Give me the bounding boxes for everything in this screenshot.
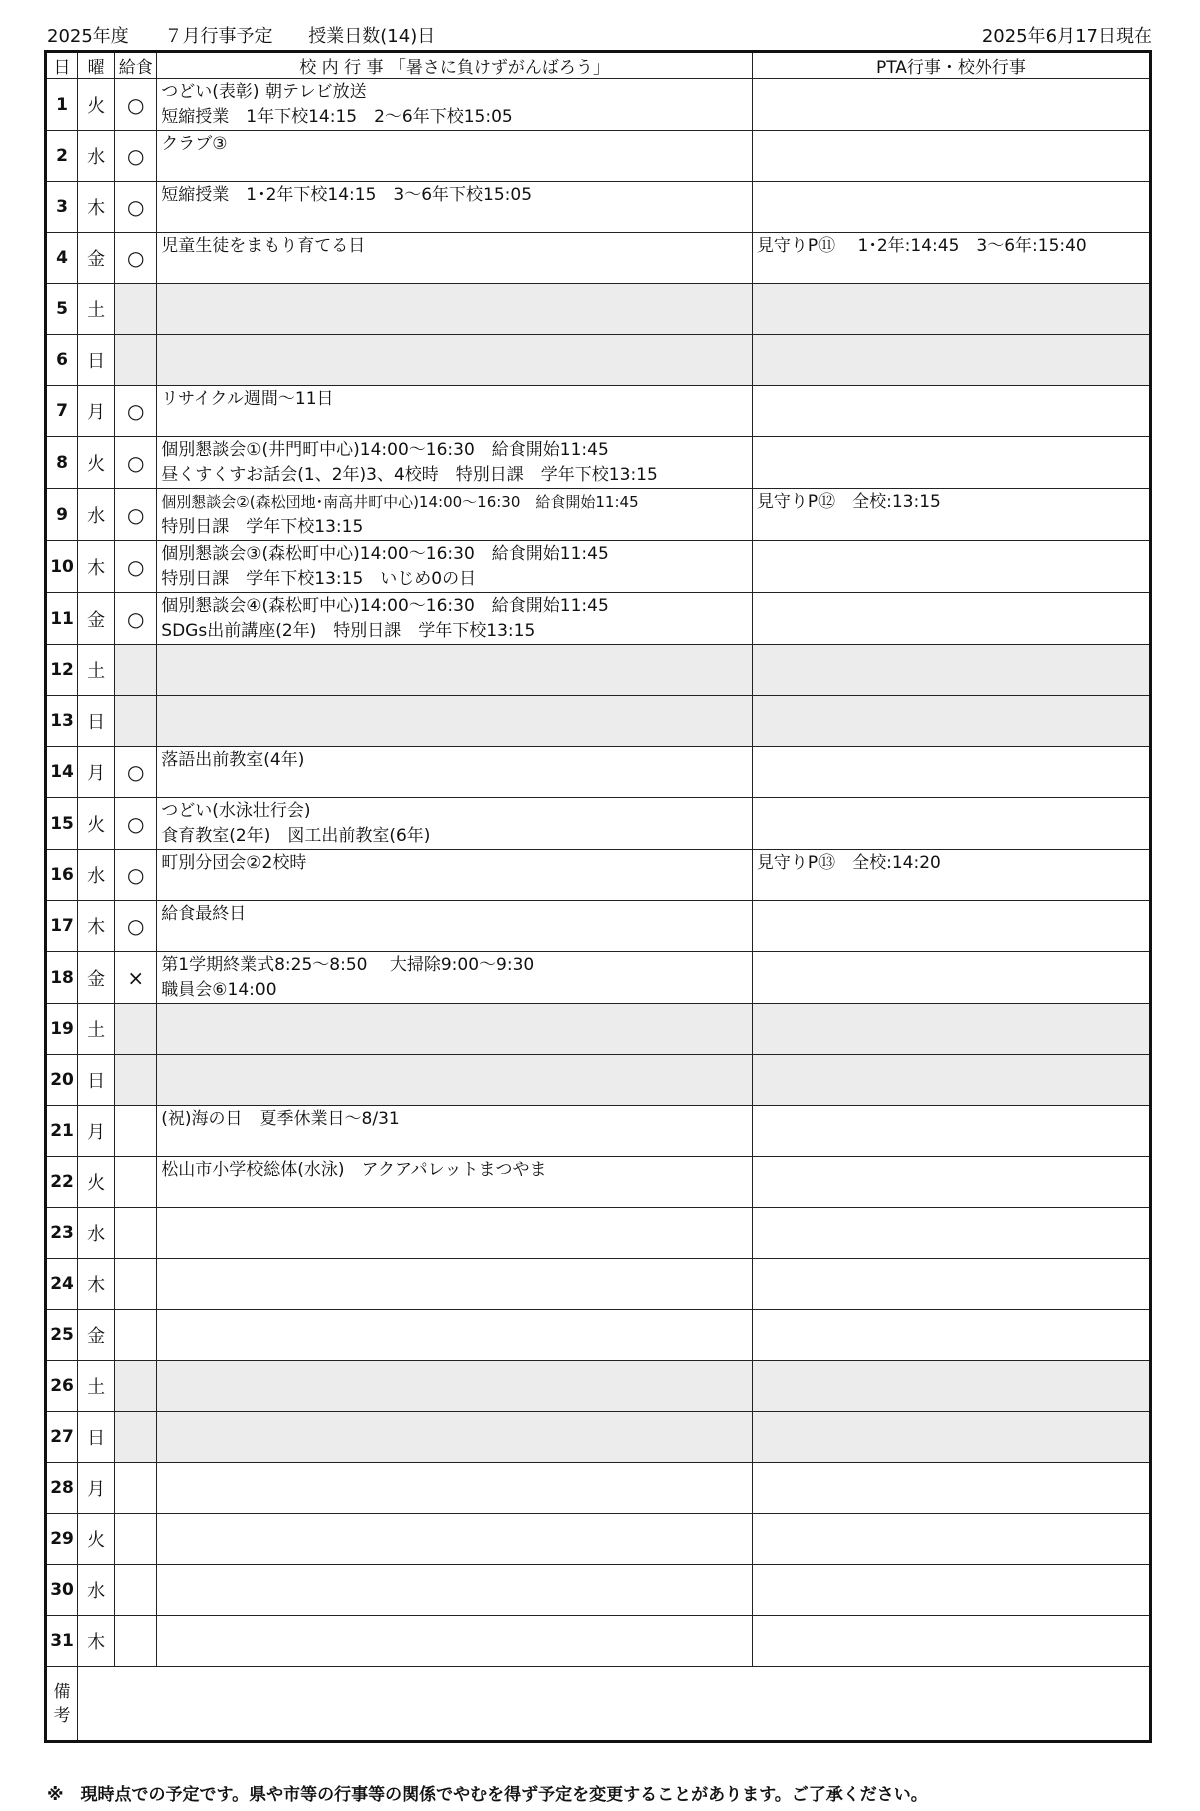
event-line-1: 個別懇談会④(森松町中心)14:00～16:30 給食開始11:45 bbox=[161, 596, 609, 616]
school-events bbox=[157, 1463, 753, 1514]
day-number: 18 bbox=[46, 952, 78, 1004]
day-number: 14 bbox=[46, 747, 78, 798]
school-events bbox=[157, 131, 753, 182]
day-number: 7 bbox=[46, 386, 78, 437]
day-number: 10 bbox=[46, 541, 78, 593]
event-line-1: 個別懇談会①(井門町中心)14:00～16:30 給食開始11:45 bbox=[161, 440, 609, 460]
day-number: 24 bbox=[46, 1259, 78, 1310]
table-row bbox=[46, 284, 1151, 335]
day-number: 13 bbox=[46, 696, 78, 747]
school-events bbox=[157, 952, 753, 1004]
pta-events bbox=[752, 1004, 1150, 1055]
day-of-week: 木 bbox=[78, 901, 115, 952]
day-of-week: 日 bbox=[78, 696, 115, 747]
day-of-week: 土 bbox=[78, 1004, 115, 1055]
event-line-2: 職員会⑥14:00 bbox=[161, 980, 277, 1000]
event-line-1: 給食最終日 bbox=[161, 904, 247, 924]
day-of-week: 水 bbox=[78, 131, 115, 182]
school-lunch-mark bbox=[115, 645, 157, 696]
school-events bbox=[157, 1616, 753, 1667]
table-row bbox=[46, 1616, 1151, 1667]
day-of-week: 日 bbox=[78, 1412, 115, 1463]
remarks-label-2: 考 bbox=[53, 1705, 71, 1726]
schedule-header bbox=[47, 22, 465, 48]
school-lunch-mark bbox=[115, 1259, 157, 1310]
table-row bbox=[46, 79, 1151, 131]
table-row bbox=[46, 437, 1151, 489]
event-line-1: 落語出前教室(4年) bbox=[161, 750, 305, 770]
pta-events bbox=[752, 284, 1150, 335]
event-line-1: 個別懇談会③(森松町中心)14:00～16:30 給食開始11:45 bbox=[161, 544, 609, 564]
school-lunch-mark: ○ bbox=[115, 593, 157, 645]
school-lunch-mark: ○ bbox=[115, 747, 157, 798]
col-header-dow: 曜 bbox=[78, 52, 115, 79]
pta-events bbox=[752, 1106, 1150, 1157]
day-number: 21 bbox=[46, 1106, 78, 1157]
school-events bbox=[157, 798, 753, 850]
pta-events bbox=[752, 1361, 1150, 1412]
pta-events bbox=[752, 541, 1150, 593]
school-events bbox=[157, 1361, 753, 1412]
school-lunch-mark: ○ bbox=[115, 901, 157, 952]
school-lunch-mark: ○ bbox=[115, 233, 157, 284]
school-events bbox=[157, 747, 753, 798]
table-row bbox=[46, 901, 1151, 952]
school-lunch-mark: ○ bbox=[115, 541, 157, 593]
day-of-week: 月 bbox=[78, 386, 115, 437]
day-of-week: 火 bbox=[78, 1157, 115, 1208]
day-of-week: 土 bbox=[78, 645, 115, 696]
event-line-1: リサイクル週間～11日 bbox=[161, 389, 334, 409]
school-events bbox=[157, 284, 753, 335]
day-number: 15 bbox=[46, 798, 78, 850]
day-number: 30 bbox=[46, 1565, 78, 1616]
day-number: 22 bbox=[46, 1157, 78, 1208]
table-row bbox=[46, 233, 1151, 284]
pta-events bbox=[752, 1565, 1150, 1616]
day-number: 2 bbox=[46, 131, 78, 182]
pta-events bbox=[752, 79, 1150, 131]
day-of-week: 金 bbox=[78, 1310, 115, 1361]
day-number: 4 bbox=[46, 233, 78, 284]
day-number: 23 bbox=[46, 1208, 78, 1259]
school-lunch-mark bbox=[115, 1514, 157, 1565]
school-lunch-mark bbox=[115, 1412, 157, 1463]
event-line-1: つどい(表彰) 朝テレビ放送 bbox=[161, 82, 367, 102]
day-of-week: 水 bbox=[78, 850, 115, 901]
day-of-week: 金 bbox=[78, 952, 115, 1004]
school-events bbox=[157, 850, 753, 901]
remarks-label-1: 備 bbox=[53, 1681, 71, 1702]
school-events bbox=[157, 1565, 753, 1616]
day-of-week: 月 bbox=[78, 747, 115, 798]
pta-events bbox=[752, 1208, 1150, 1259]
col-header-day: 日 bbox=[46, 52, 78, 79]
school-events bbox=[157, 233, 753, 284]
school-events bbox=[157, 696, 753, 747]
table-row bbox=[46, 1361, 1151, 1412]
school-events bbox=[157, 386, 753, 437]
day-number: 20 bbox=[46, 1055, 78, 1106]
event-line-2: 昼くすくすお話会(1、2年)3、4校時 特別日課 学年下校13:15 bbox=[161, 465, 658, 485]
school-events bbox=[157, 901, 753, 952]
day-of-week: 火 bbox=[78, 1514, 115, 1565]
school-lunch-mark bbox=[115, 1463, 157, 1514]
table-header-row bbox=[46, 52, 1151, 79]
pta-events bbox=[752, 593, 1150, 645]
school-year: 2025年度 bbox=[47, 26, 129, 47]
day-of-week: 日 bbox=[78, 335, 115, 386]
col-header-pta: PTA行事・校外行事 bbox=[752, 52, 1150, 79]
school-lunch-mark bbox=[115, 1004, 157, 1055]
col-header-meal: 給食 bbox=[115, 52, 157, 79]
school-lunch-mark: ○ bbox=[115, 850, 157, 901]
school-days: 授業日数(14)日 bbox=[308, 26, 436, 47]
table-row bbox=[46, 1259, 1151, 1310]
event-line-1: 松山市小学校総体(水泳) アクアパレットまつやま bbox=[161, 1160, 547, 1180]
table-row bbox=[46, 386, 1151, 437]
pta-events bbox=[752, 1463, 1150, 1514]
event-line-2: 食育教室(2年) 図工出前教室(6年) bbox=[161, 826, 431, 846]
school-events bbox=[157, 1412, 753, 1463]
school-lunch-mark: ○ bbox=[115, 131, 157, 182]
day-number: 29 bbox=[46, 1514, 78, 1565]
table-row bbox=[46, 1514, 1151, 1565]
pta-events bbox=[752, 1157, 1150, 1208]
as-of-date: 2025年6月17日現在 bbox=[981, 26, 1152, 47]
footer-note: ※ 現時点での予定です。県や市等の行事等の関係でやむを得ず予定を変更することがあります。ご了承ください。 bbox=[47, 1785, 928, 1805]
table-row bbox=[46, 593, 1151, 645]
day-number: 27 bbox=[46, 1412, 78, 1463]
event-line-1: つどい(水泳壮行会) bbox=[161, 801, 311, 821]
table-row bbox=[46, 1055, 1151, 1106]
event-line-1: 児童生徒をまもり育てる日 bbox=[161, 236, 366, 256]
day-of-week: 水 bbox=[78, 1208, 115, 1259]
remarks-label bbox=[46, 1667, 78, 1742]
day-number: 19 bbox=[46, 1004, 78, 1055]
school-events bbox=[157, 541, 753, 593]
day-of-week: 木 bbox=[78, 541, 115, 593]
school-lunch-mark bbox=[115, 1055, 157, 1106]
day-of-week: 水 bbox=[78, 489, 115, 541]
table-row bbox=[46, 850, 1151, 901]
school-lunch-mark bbox=[115, 1157, 157, 1208]
event-line-2: 特別日課 学年下校13:15 bbox=[161, 517, 364, 537]
pta-events bbox=[752, 1616, 1150, 1667]
table-row bbox=[46, 1310, 1151, 1361]
day-number: 1 bbox=[46, 79, 78, 131]
table-row bbox=[46, 1106, 1151, 1157]
school-events bbox=[157, 1055, 753, 1106]
day-of-week: 木 bbox=[78, 182, 115, 233]
event-line-1: 第1学期終業式8:25～8:50 大掃除9:00～9:30 bbox=[161, 955, 535, 975]
pta-events bbox=[752, 1514, 1150, 1565]
school-lunch-mark: ○ bbox=[115, 798, 157, 850]
pta-events bbox=[752, 798, 1150, 850]
school-lunch-mark: ○ bbox=[115, 489, 157, 541]
school-lunch-mark bbox=[115, 1616, 157, 1667]
table-row bbox=[46, 1565, 1151, 1616]
table-row bbox=[46, 1463, 1151, 1514]
school-lunch-mark bbox=[115, 1361, 157, 1412]
event-line-1: 町別分団会②2校時 bbox=[161, 853, 307, 873]
pta-events bbox=[752, 335, 1150, 386]
table-row bbox=[46, 696, 1151, 747]
school-lunch-mark: ○ bbox=[115, 386, 157, 437]
school-lunch-mark: ○ bbox=[115, 182, 157, 233]
day-of-week: 日 bbox=[78, 1055, 115, 1106]
day-of-week: 金 bbox=[78, 593, 115, 645]
school-lunch-mark bbox=[115, 335, 157, 386]
school-lunch-mark bbox=[115, 696, 157, 747]
school-events bbox=[157, 1157, 753, 1208]
school-lunch-mark bbox=[115, 1565, 157, 1616]
table-row bbox=[46, 798, 1151, 850]
day-of-week: 月 bbox=[78, 1463, 115, 1514]
day-number: 28 bbox=[46, 1463, 78, 1514]
school-lunch-mark bbox=[115, 284, 157, 335]
day-number: 9 bbox=[46, 489, 78, 541]
day-number: 11 bbox=[46, 593, 78, 645]
pta-events bbox=[752, 1259, 1150, 1310]
day-number: 16 bbox=[46, 850, 78, 901]
table-row bbox=[46, 1208, 1151, 1259]
remarks-cell bbox=[78, 1667, 1151, 1742]
table-row bbox=[46, 335, 1151, 386]
table-row bbox=[46, 182, 1151, 233]
day-number: 12 bbox=[46, 645, 78, 696]
day-of-week: 火 bbox=[78, 79, 115, 131]
pta-events bbox=[752, 131, 1150, 182]
school-events bbox=[157, 1106, 753, 1157]
pta-events bbox=[752, 645, 1150, 696]
remarks-row bbox=[46, 1667, 1151, 1742]
day-number: 6 bbox=[46, 335, 78, 386]
schedule-title: ７月行事予定 bbox=[164, 26, 273, 47]
event-line-1: 短縮授業 1･2年下校14:15 3～6年下校15:05 bbox=[161, 185, 533, 205]
day-number: 26 bbox=[46, 1361, 78, 1412]
table-row bbox=[46, 489, 1151, 541]
pta-events bbox=[752, 1055, 1150, 1106]
day-number: 3 bbox=[46, 182, 78, 233]
school-lunch-mark bbox=[115, 1106, 157, 1157]
school-lunch-mark: ○ bbox=[115, 79, 157, 131]
event-line-1: (祝)海の日 夏季休業日～8/31 bbox=[161, 1109, 400, 1129]
school-events bbox=[157, 1004, 753, 1055]
event-line-2: 短縮授業 1年下校14:15 2～6年下校15:05 bbox=[161, 107, 513, 127]
school-events bbox=[157, 182, 753, 233]
school-lunch-mark bbox=[115, 1208, 157, 1259]
pta-events bbox=[752, 952, 1150, 1004]
day-of-week: 月 bbox=[78, 1106, 115, 1157]
day-of-week: 木 bbox=[78, 1616, 115, 1667]
pta-events: 見守りP⑫ 全校:13:15 bbox=[752, 489, 1150, 541]
day-of-week: 土 bbox=[78, 1361, 115, 1412]
school-events bbox=[157, 593, 753, 645]
day-number: 31 bbox=[46, 1616, 78, 1667]
school-lunch-mark: × bbox=[115, 952, 157, 1004]
school-events bbox=[157, 335, 753, 386]
table-row bbox=[46, 1412, 1151, 1463]
pta-events bbox=[752, 1310, 1150, 1361]
event-line-2: 特別日課 学年下校13:15 いじめ0の日 bbox=[161, 569, 477, 589]
school-events bbox=[157, 489, 753, 541]
table-row bbox=[46, 1157, 1151, 1208]
pta-events bbox=[752, 437, 1150, 489]
pta-events bbox=[752, 386, 1150, 437]
pta-events: 見守りP⑪ 1･2年:14:45 3～6年:15:40 bbox=[752, 233, 1150, 284]
day-of-week: 火 bbox=[78, 798, 115, 850]
school-events bbox=[157, 645, 753, 696]
school-events bbox=[157, 437, 753, 489]
school-events bbox=[157, 1310, 753, 1361]
pta-events bbox=[752, 696, 1150, 747]
table-row bbox=[46, 952, 1151, 1004]
day-number: 25 bbox=[46, 1310, 78, 1361]
col-header-events: 校 内 行 事 「暑さに負けずがんばろう」 bbox=[157, 52, 753, 79]
schedule-table bbox=[44, 50, 1152, 1743]
pta-events bbox=[752, 182, 1150, 233]
school-events bbox=[157, 1259, 753, 1310]
pta-events: 見守りP⑬ 全校:14:20 bbox=[752, 850, 1150, 901]
event-line-2: SDGs出前講座(2年) 特別日課 学年下校13:15 bbox=[161, 621, 536, 641]
day-of-week: 金 bbox=[78, 233, 115, 284]
school-events bbox=[157, 79, 753, 131]
day-of-week: 土 bbox=[78, 284, 115, 335]
school-lunch-mark bbox=[115, 1310, 157, 1361]
pta-events bbox=[752, 1412, 1150, 1463]
table-row bbox=[46, 1004, 1151, 1055]
day-number: 17 bbox=[46, 901, 78, 952]
event-line-1: 個別懇談会②(森松団地･南高井町中心)14:00～16:30 給食開始11:45 bbox=[161, 493, 639, 511]
school-events bbox=[157, 1514, 753, 1565]
table-row bbox=[46, 747, 1151, 798]
school-events bbox=[157, 1208, 753, 1259]
pta-events bbox=[752, 901, 1150, 952]
day-number: 8 bbox=[46, 437, 78, 489]
day-of-week: 木 bbox=[78, 1259, 115, 1310]
event-line-1: クラブ③ bbox=[161, 134, 228, 154]
table-row bbox=[46, 131, 1151, 182]
day-of-week: 水 bbox=[78, 1565, 115, 1616]
pta-events bbox=[752, 747, 1150, 798]
table-row bbox=[46, 645, 1151, 696]
day-number: 5 bbox=[46, 284, 78, 335]
school-lunch-mark: ○ bbox=[115, 437, 157, 489]
table-row bbox=[46, 541, 1151, 593]
day-of-week: 火 bbox=[78, 437, 115, 489]
